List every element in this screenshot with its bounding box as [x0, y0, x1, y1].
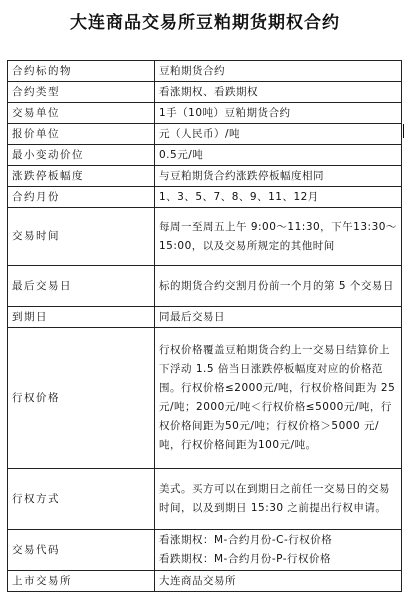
table-row: [8, 571, 402, 592]
row-value: 与豆粕期货合约涨跌停板幅度相同: [155, 166, 402, 187]
row-value: 同最后交易日: [155, 307, 402, 328]
row-label: 报价单位: [8, 124, 155, 145]
row-value: 豆粕期货合约: [155, 61, 402, 82]
row-label: 交易单位: [8, 103, 155, 124]
table-row: [8, 469, 402, 530]
row-value: 标的期货合约交割月份前一个月的第 5 个交易日: [155, 266, 402, 307]
table-row: [8, 103, 402, 124]
table-row: [8, 145, 402, 166]
table-row: [8, 187, 402, 208]
row-value: 大连商品交易所: [155, 571, 402, 592]
table-row: [8, 61, 402, 82]
row-label: 合约类型: [8, 82, 155, 103]
row-label: 合约月份: [8, 187, 155, 208]
row-label: 上市交易所: [8, 571, 155, 592]
row-value: 看涨期权、看跌期权: [155, 82, 402, 103]
row-value: 行权价格覆盖豆粕期货合约上一交易日结算价上下浮动 1.5 倍当日涨跌停板幅度对应的价格范围。行权价格≤2000元/吨，行权价格间距为 25元/吨；2000元/吨＜行权价格≤5000元/吨，行权价格间距为50元/吨；行权价格＞5000 元/吨，行权价格间距为100元/吨。: [155, 328, 402, 469]
row-label: 最后交易日: [8, 266, 155, 307]
table-row: [8, 530, 402, 571]
contract-spec-table: [7, 60, 402, 592]
row-value: 1手（10吨）豆粕期货合约: [155, 103, 402, 124]
row-label: 合约标的物: [8, 61, 155, 82]
row-value: 0.5元/吨: [155, 145, 402, 166]
table-row: [8, 82, 402, 103]
row-label: 到期日: [8, 307, 155, 328]
table-row: [8, 266, 402, 307]
table-row: [8, 124, 402, 145]
page-title: 大连商品交易所豆粕期货期权合约: [70, 13, 340, 33]
table-row: [8, 166, 402, 187]
row-label: 行权方式: [8, 469, 155, 530]
row-value: 1、3、5、7、8、9、11、12月: [155, 187, 402, 208]
call-code-line: 看涨期权：M-合约月份-C-行权价格: [159, 534, 333, 546]
row-label: 交易时间: [8, 208, 155, 266]
table-row: [8, 328, 402, 469]
row-value: 元（人民币）/吨: [155, 124, 402, 145]
row-value: 美式。买方可以在到期日之前任一交易日的交易时间，以及到期日 15:30 之前提出行权申请。: [155, 469, 402, 530]
row-label: 涨跌停板幅度: [8, 166, 155, 187]
table-row: [8, 307, 402, 328]
text-cursor-mark: [403, 124, 404, 138]
put-code-line: 看跌期权：M-合约月份-P-行权价格: [159, 553, 332, 565]
row-value: [155, 530, 402, 571]
row-value: 每周一至周五上午 9:00～11:30，下午13:30～15:00，以及交易所规定的其他时间: [155, 208, 402, 266]
row-label: 行权价格: [8, 328, 155, 469]
table-row: [8, 208, 402, 266]
row-label: 最小变动价位: [8, 145, 155, 166]
row-label: 交易代码: [8, 530, 155, 571]
